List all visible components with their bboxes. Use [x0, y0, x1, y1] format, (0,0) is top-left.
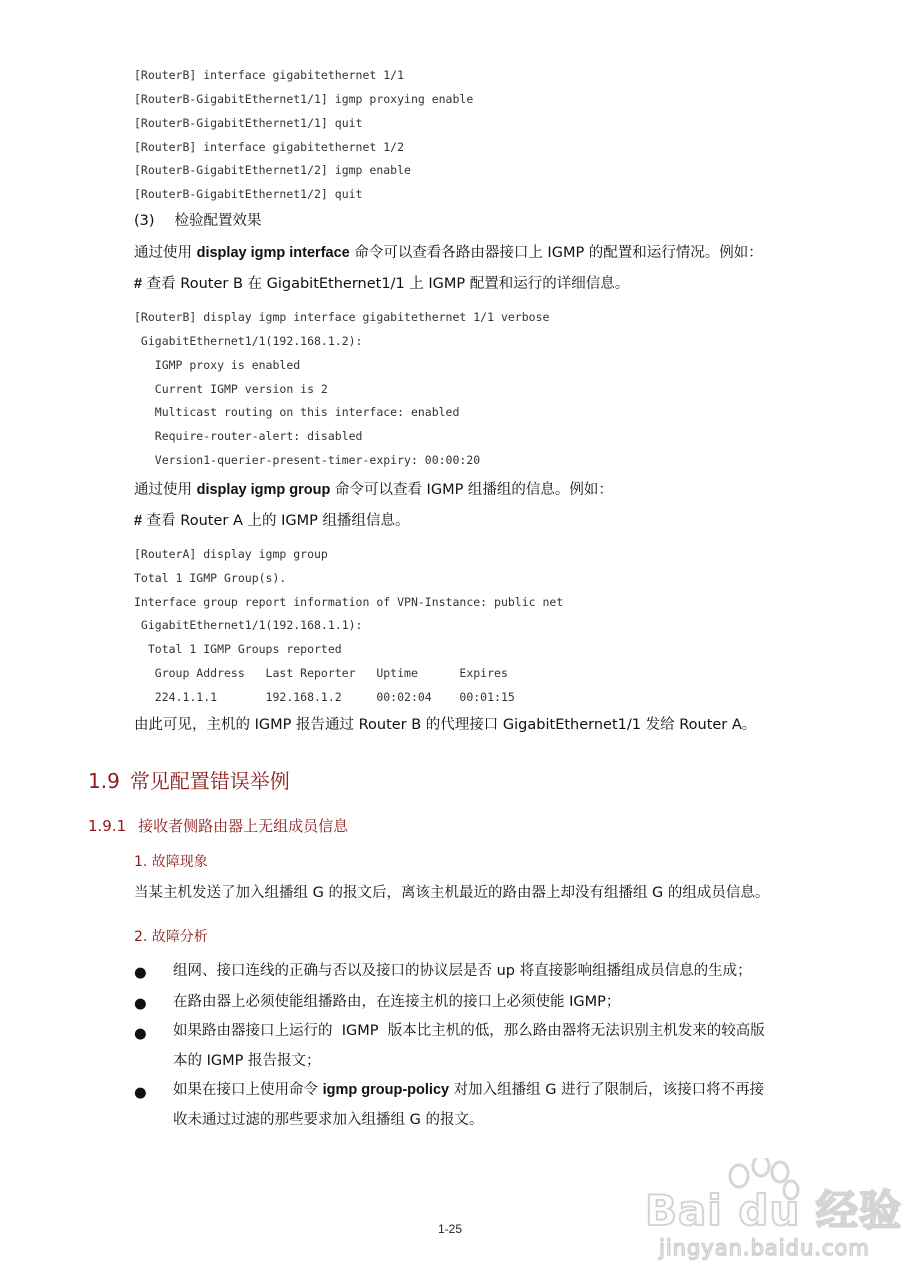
- code-line: [RouterB-GigabitEthernet1/2] quit: [134, 187, 363, 201]
- list-item: 在路由器上必须使能组播路由，在连接主机的接口上必须使能 IGMP；: [173, 994, 621, 1010]
- code-line: [RouterB] interface gigabitethernet 1/2: [134, 140, 405, 154]
- step-title: 检验配置效果: [174, 213, 262, 229]
- bullet-icon: ●: [134, 1085, 147, 1101]
- code-line: Interface group report information of VPN-Instance: public net: [134, 595, 564, 609]
- code-line: Version1-querier-present-timer-expiry: 00:00:20: [134, 453, 481, 467]
- code-line: [RouterB-GigabitEthernet1/1] igmp proxying enable: [134, 92, 474, 106]
- subsection-number: 1.9.1: [88, 817, 127, 835]
- page-number: 1-25: [438, 1222, 463, 1236]
- command-text: igmp group-policy: [322, 1082, 450, 1098]
- section-title: 常见配置错误举例: [129, 769, 290, 793]
- fault-phenomenon-heading: 1. 故障现象: [134, 854, 208, 870]
- section-number: 1.9: [88, 769, 120, 793]
- section-heading: [88, 765, 290, 794]
- command-text: display igmp group: [196, 482, 331, 498]
- paragraph: 由此可见，主机的 IGMP 报告通过 Router B 的代理接口 GigabitEthernet1/1 发给 Router A。: [134, 717, 757, 733]
- hash-mark: #: [134, 513, 143, 529]
- code-line: Multicast routing on this interface: enabled: [134, 405, 460, 419]
- hash-mark: #: [134, 276, 143, 292]
- code-line: [RouterA] display igmp group: [134, 547, 328, 561]
- code-line: IGMP proxy is enabled: [134, 358, 301, 372]
- watermark-url: jingyan.baidu.com: [659, 1236, 870, 1260]
- subsection-title: 接收者侧路由器上无组成员信息: [138, 817, 349, 835]
- baidu-jingyan-watermark: [645, 1158, 902, 1268]
- step-number: (3): [134, 213, 155, 229]
- table-row: 224.1.1.1 192.168.1.2 00:02:04 00:01:15: [134, 690, 515, 704]
- code-line: Require-router-alert: disabled: [134, 429, 363, 443]
- list-item-continuation: 本的 IGMP 报告报文；: [173, 1053, 321, 1069]
- bullet-icon: ●: [134, 996, 147, 1012]
- paragraph: 通过使用 display igmp interface 命令可以查看各路由器接口上 IGMP 的配置和运行情况。例如：: [134, 245, 763, 261]
- code-line: [RouterB-GigabitEthernet1/2] igmp enable: [134, 163, 411, 177]
- subsection-heading: [88, 815, 348, 836]
- list-item: 如果路由器接口上运行的 IGMP 版本比主机的低，那么路由器将无法识别主机发来的较高版: [173, 1023, 765, 1039]
- fault-analysis-heading: 2. 故障分析: [134, 929, 208, 945]
- code-line: [RouterB] display igmp interface gigabitethernet 1/1 verbose: [134, 310, 550, 324]
- paragraph: 通过使用 display igmp group 命令可以查看 IGMP 组播组的信息。例如：: [134, 482, 613, 498]
- bullet-icon: ●: [134, 1026, 147, 1042]
- code-line: GigabitEthernet1/1(192.168.1.2):: [134, 334, 363, 348]
- watermark-logo-text: Bai du 经验: [645, 1186, 902, 1235]
- command-text: display igmp interface: [196, 245, 350, 261]
- code-line: Total 1 IGMP Groups reported: [134, 642, 342, 656]
- list-item: 如果在接口上使用命令 igmp group-policy 对加入组播组 G 进行了限制后，该接口将不再接: [173, 1082, 765, 1098]
- list-item-continuation: 收未通过过滤的那些要求加入组播组 G 的报文。: [173, 1112, 484, 1128]
- code-line: [RouterB] interface gigabitethernet 1/1: [134, 68, 405, 82]
- code-line: Total 1 IGMP Group(s).: [134, 571, 287, 585]
- paragraph: # 查看 Router B 在 GigabitEthernet1/1 上 IGMP 配置和运行的详细信息。: [134, 276, 630, 292]
- bullet-icon: ●: [134, 965, 147, 981]
- paragraph: 当某主机发送了加入组播组 G 的报文后，离该主机最近的路由器上却没有组播组 G 的组成员信息。: [134, 885, 770, 901]
- code-line: GigabitEthernet1/1(192.168.1.1):: [134, 618, 363, 632]
- table-header: Group Address Last Reporter Uptime Expires: [134, 666, 508, 680]
- paragraph: # 查看 Router A 上的 IGMP 组播组信息。: [134, 513, 410, 529]
- code-line: [RouterB-GigabitEthernet1/1] quit: [134, 116, 363, 130]
- code-line: Current IGMP version is 2: [134, 382, 328, 396]
- step-heading: [134, 214, 262, 229]
- list-item: 组网、接口连线的正确与否以及接口的协议层是否 up 将直接影响组播组成员信息的生成；: [173, 963, 752, 979]
